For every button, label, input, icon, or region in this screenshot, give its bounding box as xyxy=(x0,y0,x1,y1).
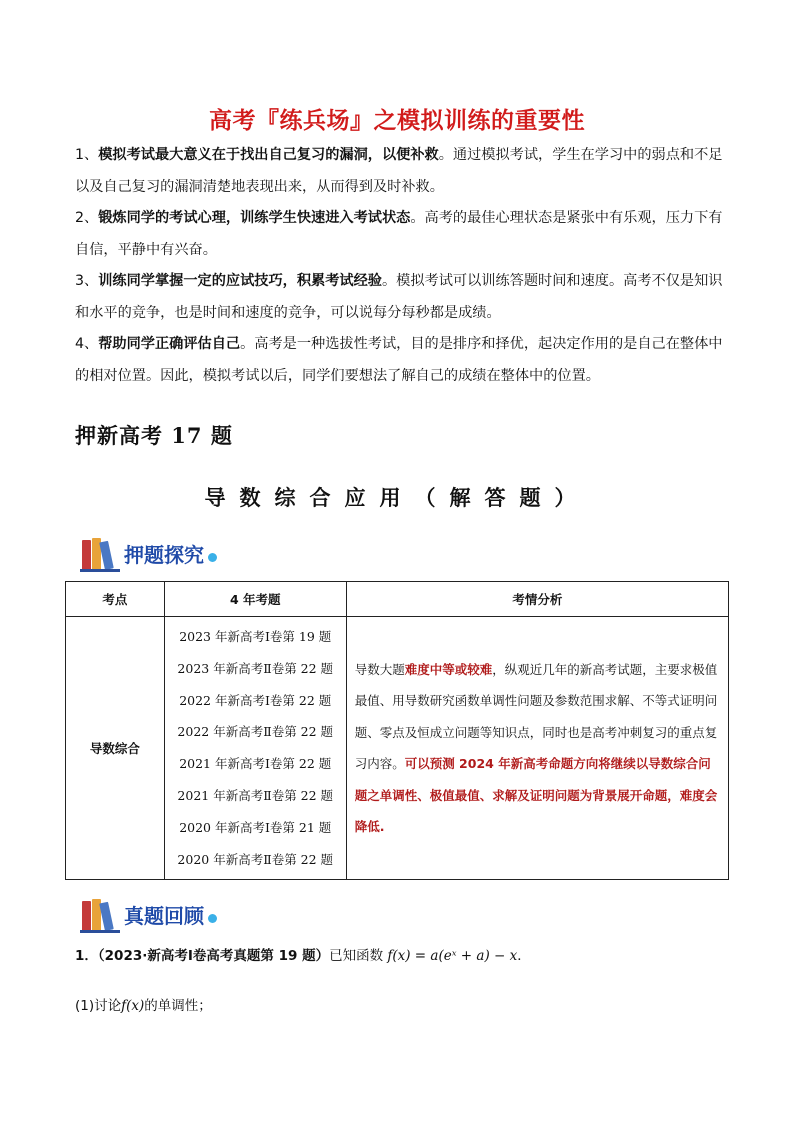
section-header-label: 押题探究 xyxy=(124,542,204,567)
section-header-review xyxy=(80,896,217,932)
question-end: ． xyxy=(517,948,531,964)
section-title: 押新高考 17 题 xyxy=(75,423,233,448)
exam-year-item: 2023 年新高考Ⅰ卷第 19 题 xyxy=(179,629,332,644)
sub-title: 导数综合应用（解答题） xyxy=(204,485,590,510)
intro-number: 4、 xyxy=(75,336,99,352)
intro-text: 。模拟考试可以训练答题时间和速度。高考不仅是知识和水平的竞争，也是时间和速度的竞争，可以说每分每秒都是成绩。 xyxy=(75,273,723,321)
question-source: （2023·新高考Ⅰ卷高考真题第 19 题） xyxy=(97,948,330,964)
exam-year-item: 2022 年新高考Ⅱ卷第 22 题 xyxy=(177,724,334,740)
column-header-analysis: 考情分析 xyxy=(346,582,728,617)
intro-paragraph-1 xyxy=(75,140,727,203)
intro-paragraph-3 xyxy=(75,266,727,329)
intro-number: 1、 xyxy=(75,147,99,163)
question-1-part-1 xyxy=(75,994,212,1014)
page-title: 高考『练兵场』之模拟训练的重要性 xyxy=(209,108,585,134)
analysis-text: 导数大题 xyxy=(354,661,405,677)
exam-year-item: 2020 年新高考Ⅱ卷第 22 题 xyxy=(177,851,334,867)
intro-bold-text: 训练同学掌握一定的应试技巧，积累考试经验 xyxy=(98,273,382,289)
dot-icon xyxy=(208,914,217,923)
analysis-cell xyxy=(346,617,728,880)
table-header-row xyxy=(66,582,729,617)
part-prefix: (1)讨论 xyxy=(75,998,122,1014)
intro-bold-text: 帮助同学正确评估自己 xyxy=(98,336,241,352)
intro-number: 3、 xyxy=(75,273,99,289)
column-header-years: 4 年考题 xyxy=(164,582,346,617)
topic-cell: 导数综合 xyxy=(66,617,165,880)
books-icon xyxy=(80,897,120,931)
analysis-highlight: 难度中等或较难 xyxy=(404,661,493,677)
question-number: 1． xyxy=(75,948,98,964)
exam-year-item: 2023 年新高考Ⅱ卷第 22 题 xyxy=(177,660,334,676)
exam-year-item: 2020 年新高考Ⅰ卷第 21 题 xyxy=(179,819,332,835)
dot-icon xyxy=(208,553,217,562)
years-cell xyxy=(164,617,346,880)
analysis-end: . xyxy=(379,819,385,835)
analysis-prediction: 可以预测 2024 年新高考命题方向将继续以导数综合问题之单调性、极值最值、求解及证明问题为背景展开命题，难度会降低 xyxy=(354,756,718,835)
column-header-topic: 考点 xyxy=(66,582,165,617)
table-row xyxy=(66,617,729,880)
exam-year-item: 2021 年新高考Ⅰ卷第 22 题 xyxy=(179,756,332,772)
question-formula: f(x) = a(eˣ + a) − x xyxy=(387,948,518,964)
books-icon xyxy=(80,536,120,570)
intro-text: 。高考的最佳心理状态是紧张中有乐观，压力下有自信，平静中有兴奋。 xyxy=(75,210,723,258)
intro-bold-text: 锻炼同学的考试心理，训练学生快速进入考试状态 xyxy=(98,210,411,226)
question-1 xyxy=(75,944,531,964)
exam-year-item: 2021 年新高考Ⅱ卷第 22 题 xyxy=(177,787,334,803)
intro-paragraph-2 xyxy=(75,203,727,266)
analysis-text: ，纵观近几年的新高考试题，主要求极值最值、用导数研究函数单调性问题及参数范围求解、不等式证明问题、零点及恒成立问题等知识点，同时也是高考冲刺复习的重点复习内容。 xyxy=(354,661,718,772)
section-header-label: 真题回顾 xyxy=(124,903,204,928)
part-suffix: 的单调性； xyxy=(144,998,212,1014)
intro-text: 。通过模拟考试，学生在学习中的弱点和不足以及自己复习的漏洞清楚地表现出来，从而得到及时补救。 xyxy=(75,147,723,195)
exam-analysis-table xyxy=(65,581,729,880)
intro-bold-text: 模拟考试最大意义在于找出自己复习的漏洞，以便补救 xyxy=(98,147,439,163)
intro-paragraph-4 xyxy=(75,329,727,392)
section-header-prediction xyxy=(80,535,217,571)
part-formula: f(x) xyxy=(121,998,145,1014)
intro-number: 2、 xyxy=(75,210,99,226)
exam-year-item: 2022 年新高考Ⅰ卷第 22 题 xyxy=(179,692,332,708)
intro-text: 。高考是一种选拔性考试，目的是排序和择优，起决定作用的是自己在整体中的相对位置。因此，模拟考试以后，同学们要想法了解自己的成绩在整体中的位置。 xyxy=(75,336,723,384)
question-text: 已知函数 xyxy=(329,948,384,964)
